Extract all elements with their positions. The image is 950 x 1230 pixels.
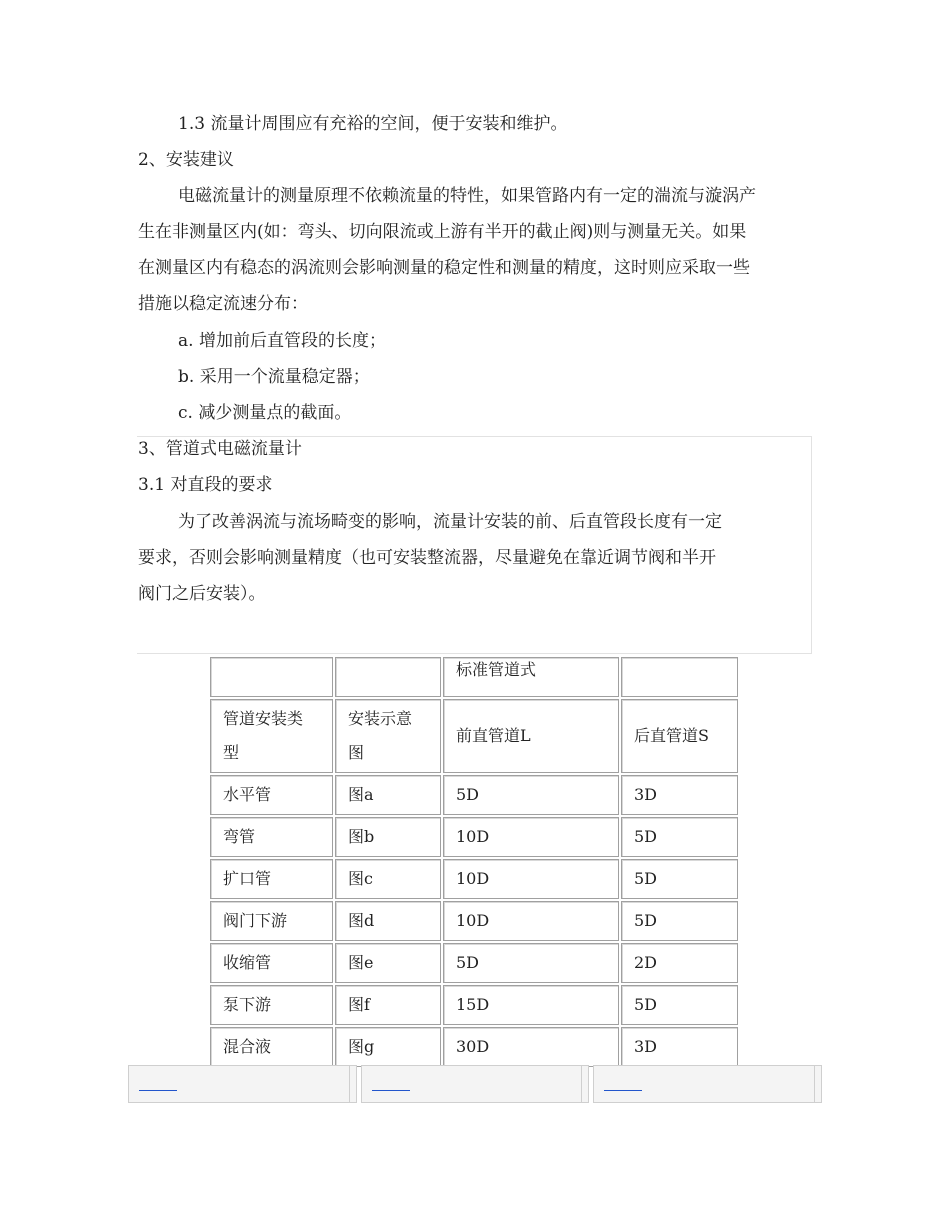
cell-figure: 图g [335,1027,441,1067]
heading-install-advice: 2、安装建议 [138,150,234,170]
cell-type: 扩口管 [210,859,333,899]
cell-front: 10D [443,901,619,941]
paragraph-principle-line2: 生在非测量区内(如：弯头、切向限流或上游有半开的截止阀)则与测量无关。如果 [138,222,747,242]
cell-type: 混合液 [210,1027,333,1067]
table-row [210,985,738,1025]
nav-link-2[interactable] [372,1078,410,1091]
cell-front: 30D [443,1027,619,1067]
table-row [210,859,738,899]
header-empty-cell [335,657,441,697]
cell-figure: 图c [335,859,441,899]
col-header-type [210,699,333,773]
paragraph-principle-line1: 电磁流量计的测量原理不依赖流量的特性，如果管路内有一定的湍流与漩涡产 [178,186,756,206]
cell-rear: 5D [621,985,738,1025]
cell-type: 弯管 [210,817,333,857]
paragraph-straight-line1: 为了改善涡流与流场畸变的影响，流量计安装的前、后直管段长度有一定 [178,512,722,532]
cell-front: 5D [443,775,619,815]
cell-figure: 图b [335,817,441,857]
heading-pipe-flowmeter: 3、管道式电磁流量计 [138,439,302,459]
cell-figure: 图e [335,943,441,983]
cell-type: 阀门下游 [210,901,333,941]
col-header-type-line2: 型 [223,743,240,762]
table-row [210,775,738,815]
list-item-c: c. 减少测量点的截面。 [178,403,352,423]
table-row [210,817,738,857]
heading-straight-section: 3.1 对直段的要求 [138,475,273,495]
cell-figure: 图d [335,901,441,941]
paragraph-principle-line3: 在测量区内有稳态的涡流则会影响测量的稳定性和测量的精度，这时则应采取一些 [138,258,750,278]
cell-front: 5D [443,943,619,983]
link-cell-3 [593,1065,822,1103]
list-item-a: a. 增加前后直管段的长度； [178,331,386,351]
nav-link-3[interactable] [604,1078,642,1091]
header-empty-cell [621,657,738,697]
col-header-type-line1: 管道安装类 [223,709,304,728]
table-header-row [210,657,738,697]
nav-link-1[interactable] [139,1078,177,1091]
paragraph-straight-line2: 要求，否则会影响测量精度（也可安装整流器，尽量避免在靠近调节阀和半开 [138,548,716,568]
header-group-cell: 标准管道式 [443,657,619,697]
table-column-row [210,699,738,773]
col-header-front: 前直管道L [443,699,619,773]
cell-rear: 3D [621,775,738,815]
cell-rear: 5D [621,817,738,857]
link-cell-1 [128,1065,357,1103]
cell-rear: 3D [621,1027,738,1067]
cell-figure: 图a [335,775,441,815]
cell-rear: 2D [621,943,738,983]
cell-rear: 5D [621,859,738,899]
cell-front: 10D [443,817,619,857]
paragraph-principle-line4: 措施以稳定流速分布： [138,294,308,314]
col-header-figure-line1: 安装示意 [348,709,413,728]
table-row [210,901,738,941]
cell-front: 10D [443,859,619,899]
cell-type: 收缩管 [210,943,333,983]
table-row [210,943,738,983]
cell-type: 水平管 [210,775,333,815]
cell-rear: 5D [621,901,738,941]
col-header-figure [335,699,441,773]
list-item-b: b. 采用一个流量稳定器； [178,367,370,387]
paragraph-straight-line3: 阀门之后安装）。 [138,584,266,604]
col-header-rear: 后直管道S [621,699,738,773]
straight-pipe-table [208,655,740,1069]
col-header-figure-line2: 图 [348,743,365,762]
bottom-link-bar [128,1065,822,1103]
cell-front: 15D [443,985,619,1025]
header-empty-cell [210,657,333,697]
cell-type: 泵下游 [210,985,333,1025]
cell-figure: 图f [335,985,441,1025]
section-3-box [137,436,812,654]
paragraph-1-3: 1.3 流量计周围应有充裕的空间，便于安装和维护。 [178,114,568,134]
link-cell-2 [361,1065,590,1103]
table-row [210,1027,738,1067]
